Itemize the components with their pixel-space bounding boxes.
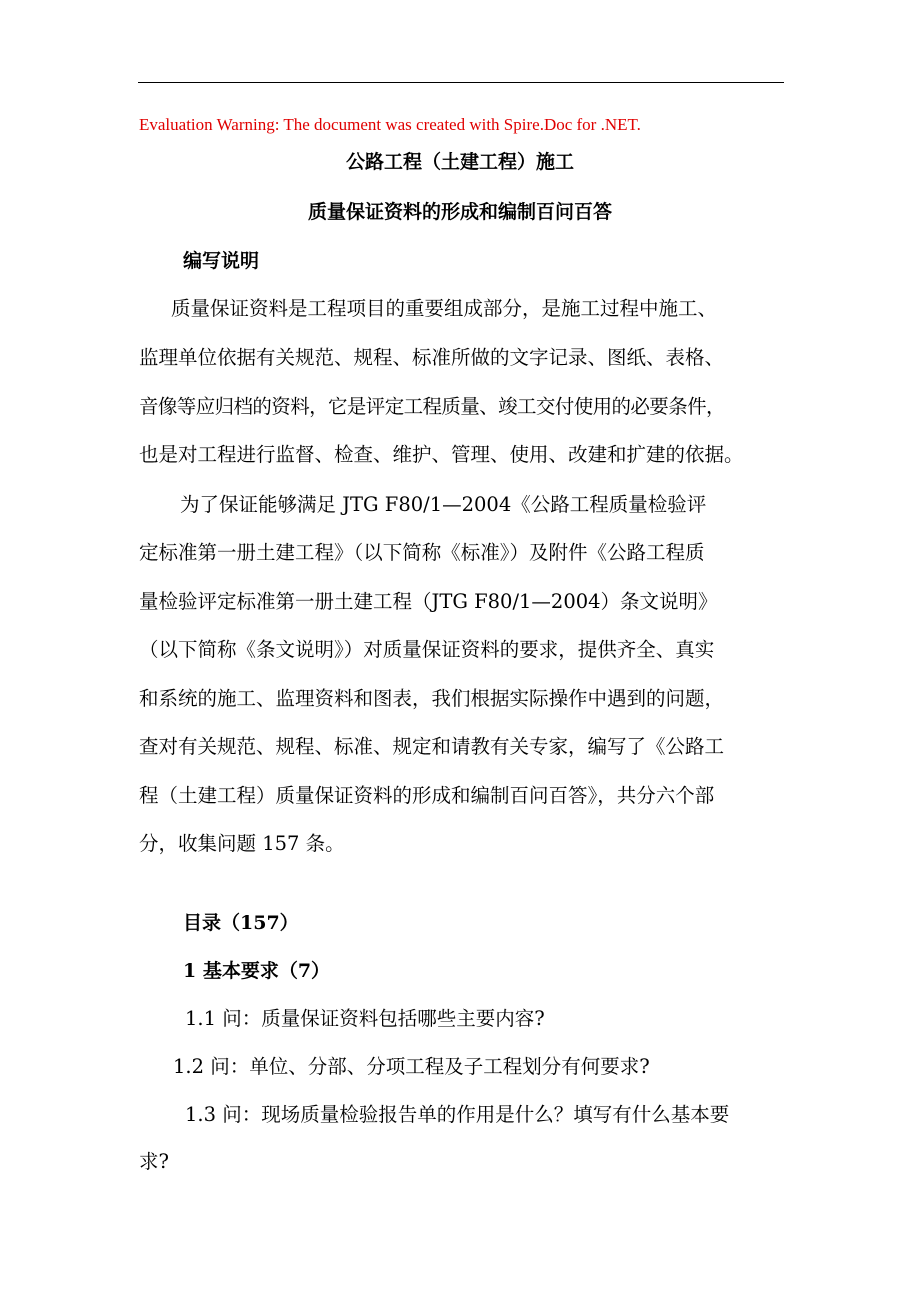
question-1-1: 1.1 问：质量保证资料包括哪些主要内容?: [185, 1007, 545, 1030]
document-title-line2: 质量保证资料的形成和编制百问百答: [307, 201, 612, 223]
paragraph2-line4: （以下简称《条文说明》）对质量保证资料的要求，提供齐全、真实: [139, 638, 715, 661]
paragraph2-line1: 为了保证能够满足 JTG F80/1—2004《公路工程质量检验评: [180, 493, 707, 516]
document-title-line1: 公路工程（土建工程）施工: [345, 151, 574, 173]
paragraph2-line3: 量检验评定标准第一册土建工程（JTG F80/1—2004）条文说明》: [139, 590, 718, 613]
paragraph1-line2: 监理单位依据有关规范、规程、标准所做的文字记录、图纸、表格、: [139, 346, 725, 369]
paragraph2-line6: 查对有关规范、规程、标准、规定和请教有关专家，编写了《公路工: [139, 735, 725, 758]
section-heading: 编写说明: [183, 250, 260, 272]
paragraph1-line1: 质量保证资料是工程项目的重要组成部分，是施工过程中施工、: [171, 297, 718, 320]
paragraph1-line4: 也是对工程进行监督、检查、维护、管理、使用、改建和扩建的依据。: [139, 443, 744, 466]
paragraph2-line5: 和系统的施工、监理资料和图表，我们根据实际操作中遇到的问题，: [139, 687, 725, 710]
paragraph2-line2: 定标准第一册土建工程》（以下简称《标准》）及附件《公路工程质: [139, 541, 705, 564]
question-1-3-continued: 求?: [139, 1150, 169, 1173]
evaluation-warning: Evaluation Warning: The document was created with Spire.Doc for .NET.: [139, 115, 641, 134]
paragraph2-line7: 程（土建工程）质量保证资料的形成和编制百问百答》，共分六个部: [139, 784, 715, 807]
question-1-2: 1.2 问：单位、分部、分项工程及子工程划分有何要求?: [173, 1055, 650, 1078]
question-1-3: 1.3 问：现场质量检验报告单的作用是什么？填写有什么基本要: [185, 1103, 730, 1126]
paragraph1-line3: 音像等应归档的资料，它是评定工程质量、竣工交付使用的必要条件，: [139, 395, 725, 418]
paragraph2-line8: 分，收集问题 157 条。: [139, 832, 345, 855]
toc-heading: 目录（157）: [183, 912, 299, 934]
header-rule: [138, 82, 784, 83]
chapter1-heading: 1 基本要求（7）: [183, 960, 331, 982]
